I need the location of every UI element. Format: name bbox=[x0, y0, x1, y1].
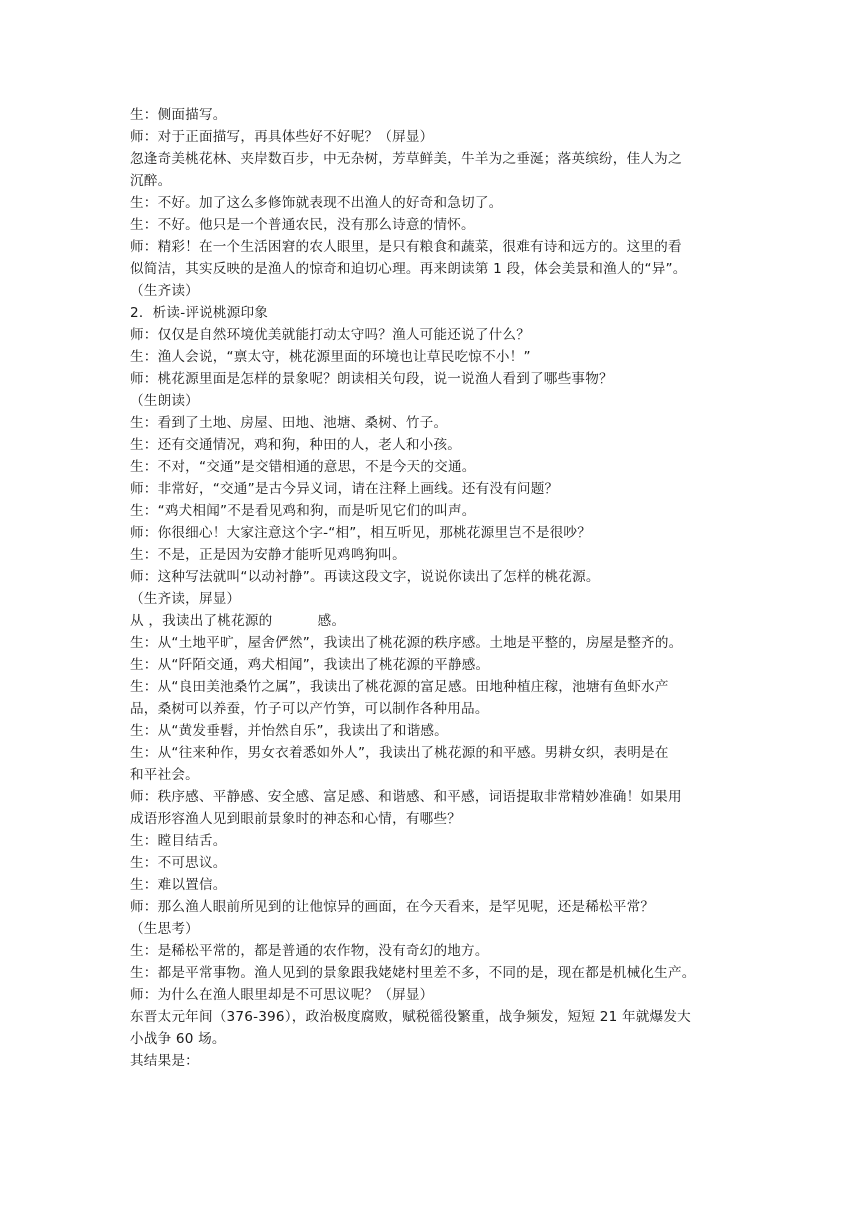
lesson-transcript bbox=[130, 104, 735, 1072]
text-line: 生：瞠目结舌。 bbox=[130, 833, 227, 849]
text-line: 生：还有交通情况，鸡和狗，种田的人，老人和小孩。 bbox=[130, 437, 462, 453]
text-line: （生齐读） bbox=[130, 283, 199, 299]
text-line: 生：不是，正是因为安静才能听见鸡鸣狗叫。 bbox=[130, 547, 406, 563]
text-line: 师：精彩！在一个生活困窘的农人眼里，是只有粮食和蔬菜，很难有诗和远方的。这里的看 bbox=[130, 239, 682, 255]
text-line: 生：不可思议。 bbox=[130, 855, 227, 871]
text-line: 师：桃花源里面是怎样的景象呢？朗读相关句段，说一说渔人看到了哪些事物？ bbox=[130, 371, 613, 387]
text-line: 生：都是平常事物。渔人见到的景象跟我姥姥村里差不多，不同的是，现在都是机械化生产。 bbox=[130, 965, 696, 981]
text-line: 生：从“黄发垂髫，并怡然自乐”，我读出了和谐感。 bbox=[130, 723, 448, 739]
text-line: 生：从“往来种作，男女衣着悉如外人”，我读出了桃花源的和平感。男耕女织，表明是在 bbox=[130, 745, 669, 761]
text-line: 师：为什么在渔人眼里却是不可思议呢？（屏显） bbox=[130, 987, 434, 1003]
text-line: 其结果是： bbox=[130, 1053, 199, 1069]
text-line: （生齐读，屏显） bbox=[130, 591, 241, 607]
text-line: 生：渔人会说，“禀太守，桃花源里面的环境也让草民吃惊不小！” bbox=[130, 349, 531, 365]
text-line: 生：看到了土地、房屋、田地、池塘、桑树、竹子。 bbox=[130, 415, 448, 431]
text-line: 忽逢奇美桃花林、夹岸数百步，中无杂树，芳草鲜美，牛羊为之垂涎；落英缤纷，佳人为之 bbox=[130, 151, 682, 167]
text-line: （生朗读） bbox=[130, 393, 199, 409]
text-line: 师：那么渔人眼前所见到的让他惊异的画面，在今天看来，是罕见呢，还是稀松平常？ bbox=[130, 899, 655, 915]
text-line: 师：仅仅是自然环境优美就能打动太守吗？渔人可能还说了什么？ bbox=[130, 327, 531, 343]
text-line: 生：是稀松平常的，都是普通的农作物，没有奇幻的地方。 bbox=[130, 943, 489, 959]
text-line: 生：不对，“交通”是交错相通的意思，不是今天的交通。 bbox=[130, 459, 476, 475]
text-line: 师：非常好，“交通”是古今异义词，请在注释上画线。还有没有问题？ bbox=[130, 481, 559, 497]
text-line: 师：秩序感、平静感、安全感、富足感、和谐感、和平感，词语提取非常精妙准确！如果用 bbox=[130, 789, 682, 805]
fill-in-prompt: 从 ，我读出了桃花源的 感。 bbox=[130, 613, 346, 629]
text-line: （生思考） bbox=[130, 921, 199, 937]
text-line: 小战争 60 场。 bbox=[130, 1031, 226, 1047]
text-line: 师：对于正面描写，再具体些好不好呢？（屏显） bbox=[130, 129, 434, 145]
text-line: 师：这种写法就叫“以动衬静”。再读这段文字，说说你读出了怎样的桃花源。 bbox=[130, 569, 600, 585]
text-line: 生：不好。加了这么多修饰就表现不出渔人的好奇和急切了。 bbox=[130, 195, 503, 211]
text-line: 生：从“阡陌交通，鸡犬相闻”，我读出了桃花源的平静感。 bbox=[130, 657, 490, 673]
section-heading: 2．析读-评说桃源印象 bbox=[130, 305, 269, 321]
text-line: 似简洁，其实反映的是渔人的惊奇和迫切心理。再来朗读第 1 段，体会美景和渔人的“异”。 bbox=[130, 261, 687, 277]
text-line: 生：从“良田美池桑竹之属”，我读出了桃花源的富足感。田地种植庄稼，池塘有鱼虾水产 bbox=[130, 679, 669, 695]
text-line: 生：“鸡犬相闻”不是看见鸡和狗，而是听见它们的叫声。 bbox=[130, 503, 476, 519]
text-line: 成语形容渔人见到眼前景象时的神态和心情，有哪些？ bbox=[130, 811, 462, 827]
text-line: 生：从“土地平旷，屋舍俨然”，我读出了桃花源的秩序感。土地是平整的，房屋是整齐的。 bbox=[130, 635, 683, 651]
text-line: 生：不好。他只是一个普通农民，没有那么诗意的情怀。 bbox=[130, 217, 475, 233]
text-line: 生：难以置信。 bbox=[130, 877, 227, 893]
text-line: 和平社会。 bbox=[130, 767, 199, 783]
text-line: 师：你很细心！大家注意这个字-“相”，相互听见，那桃花源里岂不是很吵？ bbox=[130, 525, 591, 541]
text-line: 东晋太元年间（376-396），政治极度腐败，赋税徭役繁重，战争频发，短短 21 年就爆发大 bbox=[130, 1009, 691, 1025]
text-line: 沉醉。 bbox=[130, 173, 172, 189]
text-line: 品，桑树可以养蚕，竹子可以产竹笋，可以制作各种用品。 bbox=[130, 701, 489, 717]
text-line: 生：侧面描写。 bbox=[130, 107, 227, 123]
